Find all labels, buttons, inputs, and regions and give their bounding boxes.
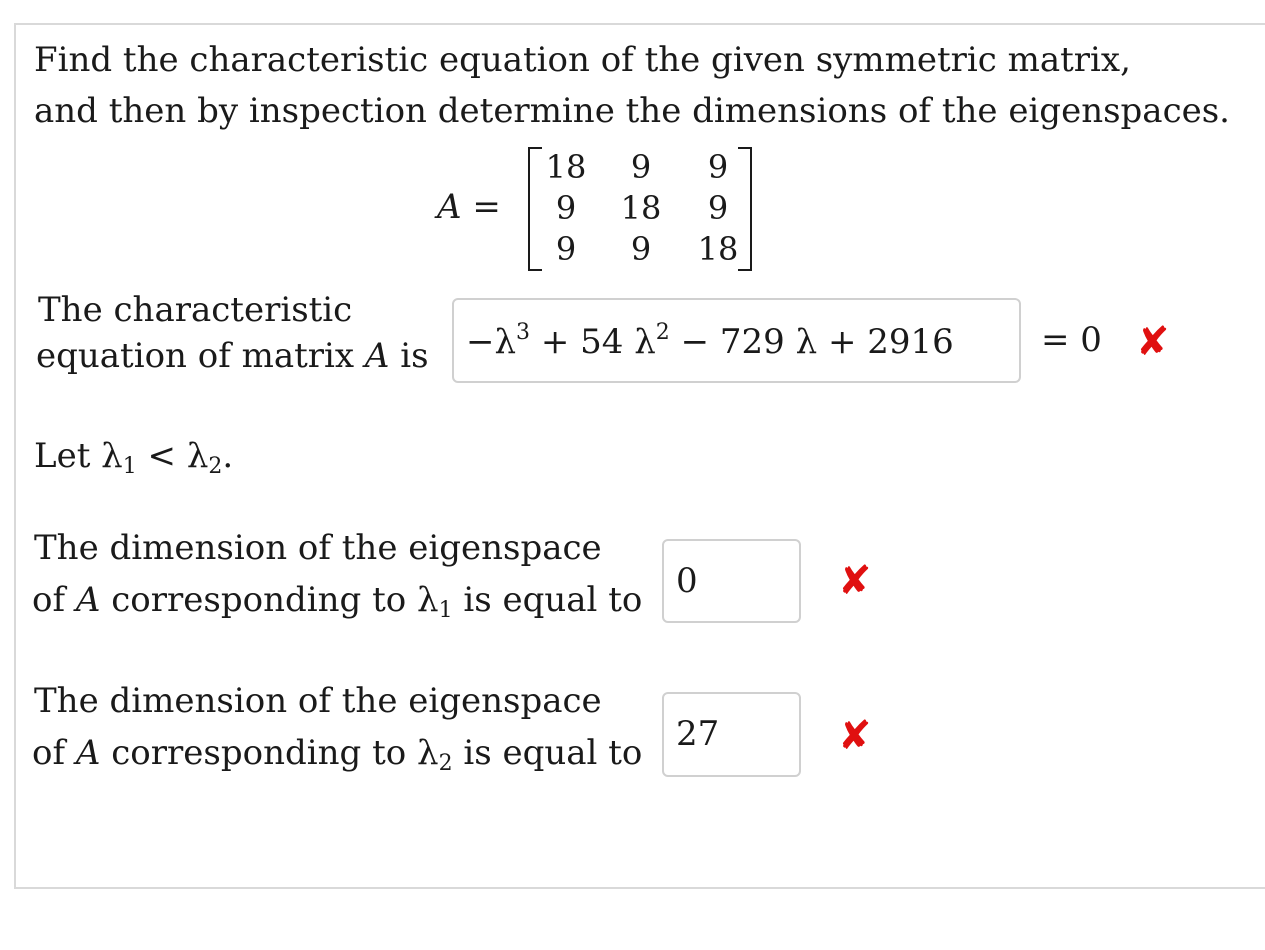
matrix-cell: 18 [620,189,662,227]
char-eq-answer-term1: −λ [466,322,517,362]
let-statement: Let $\lambda_1 < \lambda_2$. [34,436,234,479]
matrix-cell: 18 [697,230,739,268]
char-eq-label-line2: equation of matrix A is [36,336,429,376]
matrix-cell: 9 [630,230,652,268]
matrix-cell: 9 [555,189,577,227]
dim1-incorrect-icon: ✘ [838,558,872,604]
dim1-answer-field[interactable]: 0 [662,539,801,623]
question-intro-line2: and then by inspection determine the dimensions of the eigenspaces. [34,91,1230,131]
dim2-answer-field[interactable]: 27 [662,692,801,777]
char-eq-answer-term2: + 54 λ [530,322,656,362]
matrix-cell: 9 [707,148,729,186]
matrix-cell: 9 [555,230,577,268]
matrix-label: A = [437,187,501,227]
char-eq-answer-field[interactable] [452,298,1021,383]
char-eq-suffix: = 0 [1041,320,1102,360]
dim2-incorrect-icon: ✘ [838,713,872,759]
char-eq-answer-term3: − 729 λ + 2916 [669,322,954,362]
dim2-label-line1: The dimension of the eigenspace [34,681,602,721]
matrix-cell: 9 [707,189,729,227]
dim1-label-line1: The dimension of the eigenspace [34,528,602,568]
question-intro-line1: Find the characteristic equation of the given symmetric matrix, [34,40,1131,80]
char-eq-incorrect-icon: ✘ [1136,319,1170,365]
char-eq-answer-exp2: 2 [655,320,670,345]
char-eq-answer-exp1: 3 [516,320,531,345]
dim1-label-line2: of A corresponding to $\lambda_1$ is equal to [32,580,643,623]
char-eq-label-line1: The characteristic [38,290,353,330]
dim2-label-line2: of A corresponding to $\lambda_2$ is equal to [32,733,643,776]
matrix-cell: 9 [630,148,652,186]
matrix-cell: 18 [545,148,587,186]
matrix-a [528,147,752,269]
